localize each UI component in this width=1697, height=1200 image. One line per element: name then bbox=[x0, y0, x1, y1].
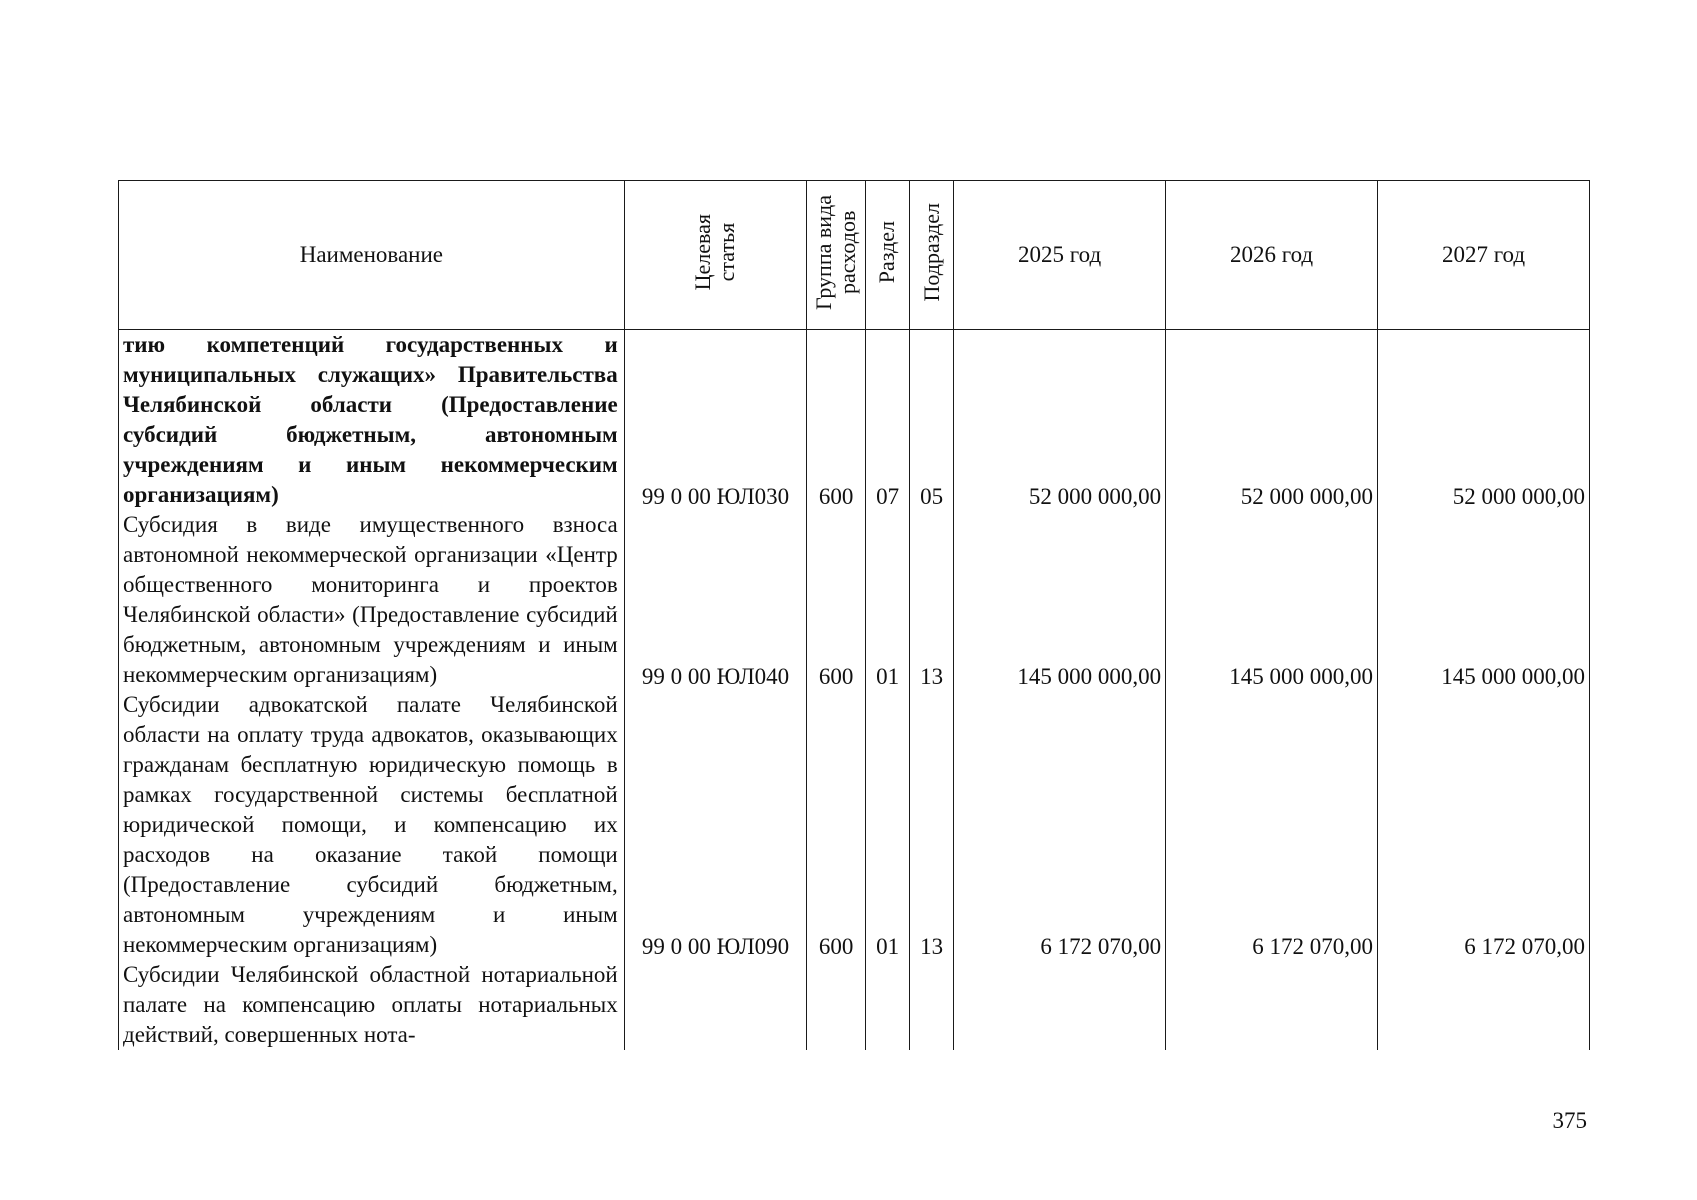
row-section: 07 bbox=[866, 330, 910, 511]
row-subsection: 05 bbox=[910, 330, 954, 511]
header-section-label: Раздел bbox=[874, 220, 900, 284]
table-row bbox=[119, 960, 1590, 1050]
header-target-line1: Целевая bbox=[690, 213, 716, 291]
row-2026: 6 172 070,00 bbox=[1166, 690, 1378, 960]
row-2025: 6 172 070,00 bbox=[954, 690, 1166, 960]
row-name: тию компетенций государственных и муниципальных служащих» Правительства Челябинской области (Предоставление субсидий бюджетным, автономным учреждениям и иным некоммерческим организациям) bbox=[119, 330, 625, 511]
row-subsection: 13 bbox=[910, 690, 954, 960]
row-2027: 52 000 000,00 bbox=[1378, 330, 1590, 511]
row-2025: 145 000 000,00 bbox=[954, 510, 1166, 690]
header-subsection-label: Подраздел bbox=[918, 202, 944, 302]
header-group-line1: Группа вида bbox=[810, 194, 836, 310]
header-row bbox=[119, 181, 1590, 330]
row-2026: 52 000 000,00 bbox=[1166, 330, 1378, 511]
row-section: 01 bbox=[866, 690, 910, 960]
row-target: 99 0 00 ЮЛ040 bbox=[624, 510, 807, 690]
page-number: 375 bbox=[1552, 1108, 1587, 1133]
row-2026: 145 000 000,00 bbox=[1166, 510, 1378, 690]
row-2027: 6 172 070,00 bbox=[1378, 690, 1590, 960]
budget-table bbox=[118, 180, 1590, 1050]
table-row bbox=[119, 330, 1590, 511]
row-group bbox=[807, 960, 866, 1050]
header-group-line2: расходов bbox=[835, 210, 861, 294]
row-target bbox=[624, 960, 807, 1050]
row-2026 bbox=[1166, 960, 1378, 1050]
header-target-article bbox=[624, 181, 807, 330]
row-2027 bbox=[1378, 960, 1590, 1050]
row-name: Субсидии Челябинской областной нотариальной палате на компенсацию оплаты нотариальных действий, совершенных нота- bbox=[119, 960, 625, 1050]
row-2025 bbox=[954, 960, 1166, 1050]
header-2025: 2025 год bbox=[954, 181, 1166, 330]
table-row bbox=[119, 510, 1590, 690]
row-target: 99 0 00 ЮЛ090 bbox=[624, 690, 807, 960]
row-group: 600 bbox=[807, 510, 866, 690]
row-section: 01 bbox=[866, 510, 910, 690]
header-target-line2: статья bbox=[714, 222, 740, 282]
header-section bbox=[866, 181, 910, 330]
header-name: Наименование bbox=[119, 181, 625, 330]
row-subsection: 13 bbox=[910, 510, 954, 690]
row-target: 99 0 00 ЮЛ030 bbox=[624, 330, 807, 511]
table-row bbox=[119, 690, 1590, 960]
row-group: 600 bbox=[807, 690, 866, 960]
row-name: Субсидии адвокатской палате Челябинской области на оплату труда адвокатов, оказывающих гражданам бесплатную юридическую помощь в рамках государственной системы бесплатной юридической помощи, и компенсацию их расходов на оказание такой помощи (Предоставление субсидий бюджетным, автономным учреждениям и иным некоммерческим организациям) bbox=[119, 690, 625, 960]
header-expense-group bbox=[807, 181, 866, 330]
row-name: Субсидия в виде имущественного взноса автономной некоммерческой организации «Центр общественного мониторинга и проектов Челябинской области» (Предоставление субсидий бюджетным, автономным учреждениям и иным некоммерческим организациям) bbox=[119, 510, 625, 690]
row-subsection bbox=[910, 960, 954, 1050]
row-2025: 52 000 000,00 bbox=[954, 330, 1166, 511]
header-subsection bbox=[910, 181, 954, 330]
header-2026: 2026 год bbox=[1166, 181, 1378, 330]
row-2027: 145 000 000,00 bbox=[1378, 510, 1590, 690]
header-2027: 2027 год bbox=[1378, 181, 1590, 330]
row-group: 600 bbox=[807, 330, 866, 511]
row-section bbox=[866, 960, 910, 1050]
